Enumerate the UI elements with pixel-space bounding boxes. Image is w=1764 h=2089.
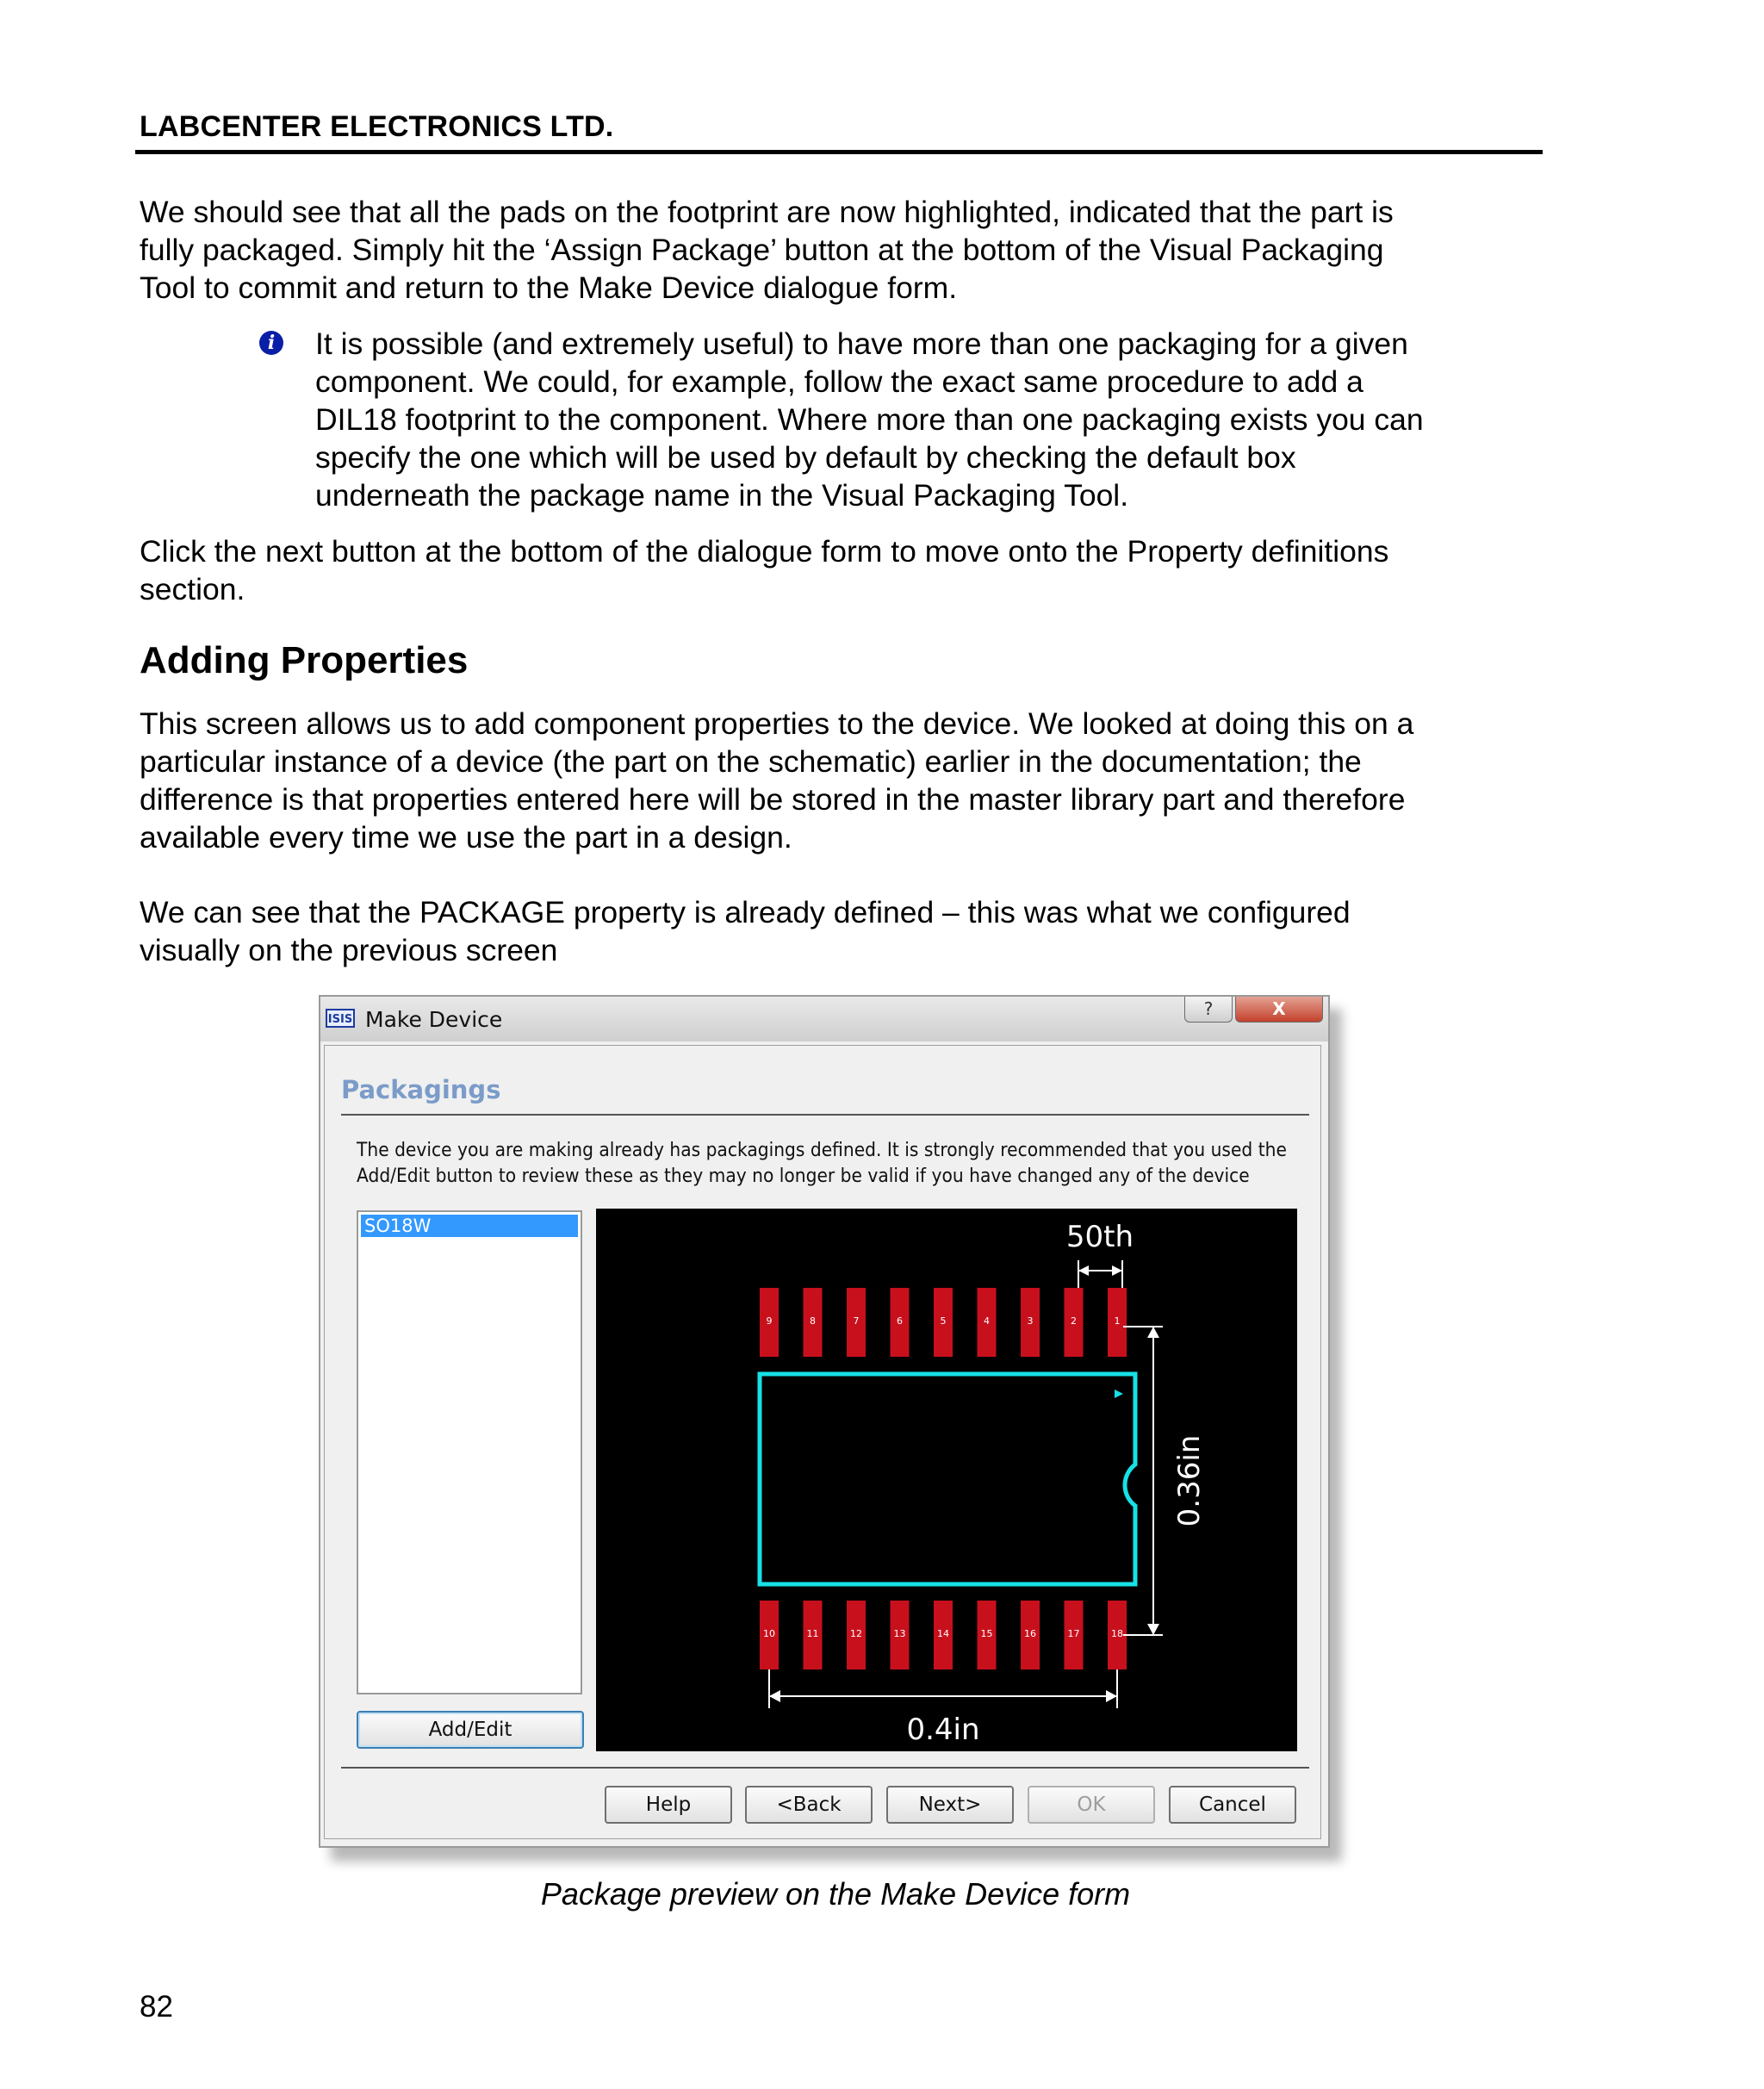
cancel-button[interactable]: Cancel — [1169, 1786, 1296, 1824]
top-pad-label: 5 — [940, 1315, 947, 1327]
packagings-description: The device you are making already has packagings defined. It is strongly recommended that you used the Add/Edit button to review these as they may no longer be valid if you have changed any of the device — [357, 1140, 1287, 1187]
top-pad-label: 4 — [984, 1315, 990, 1327]
bottom-pad-label: 16 — [1024, 1628, 1036, 1639]
next-button[interactable]: Next> — [886, 1786, 1014, 1824]
width-dimension-label: 0.4in — [906, 1713, 980, 1747]
package-preview — [596, 1209, 1297, 1751]
top-pad-label: 3 — [1027, 1315, 1034, 1327]
figure-caption: Package preview on the Make Device form — [540, 1876, 1131, 1912]
paragraph-click-next: Click the next button at the bottom of the dialogue form to move onto the Property definitions section. — [140, 534, 1389, 606]
top-pad-label: 1 — [1114, 1315, 1121, 1327]
header-rule — [135, 150, 1543, 154]
packaging-list[interactable] — [357, 1210, 582, 1694]
footer-rule — [341, 1767, 1309, 1769]
pitch-dimension-label: 50th — [1065, 1220, 1134, 1254]
make-device-dialog — [319, 995, 1330, 1848]
pin1-marker — [1115, 1390, 1123, 1398]
section-title: Adding Properties — [140, 639, 469, 681]
note-multiple-packagings: It is possible (and extremely useful) to have more than one packaging for a given component. We could, for example, follow the exact same procedure to add a DIL18 footprint to the component. Where more than one packaging exists you can specify the one which will be used by default by checking the default box underneath the package name in the Visual Packaging Tool. — [315, 326, 1424, 513]
height-arrow — [1147, 1624, 1159, 1635]
paragraph-pads-highlighted: We should see that all the pads on the footprint are now highlighted, indicated that the part is fully packaged. Simply hit the ‘Assign Package’ button at the bottom of the Visual Packaging Tool to commit and return to the Make Device dialogue form. — [140, 195, 1394, 305]
paragraph-properties-intro: This screen allows us to add component properties to the device. We looked at doing this on a particular instance of a device (the part on the schematic) earlier in the documentation; the difference is that properties entered here will be stored in the master library part and therefore available every time we use the part in a design. — [140, 706, 1414, 855]
pitch-arrow — [1078, 1265, 1089, 1276]
help-icon[interactable]: ? — [1184, 997, 1233, 1023]
info-icon: i — [259, 331, 283, 355]
close-icon[interactable]: X — [1235, 997, 1323, 1023]
pitch-arrow — [1112, 1265, 1122, 1276]
ok-button[interactable]: OK — [1028, 1786, 1155, 1824]
packagings-heading: Packagings — [341, 1075, 501, 1104]
help-button[interactable]: Help — [605, 1786, 732, 1824]
heading-rule — [341, 1114, 1309, 1116]
bottom-pad-label: 11 — [806, 1628, 819, 1639]
top-pad-label: 6 — [897, 1315, 903, 1327]
bottom-pad-label: 14 — [937, 1628, 949, 1639]
height-dimension-label: 0.36in — [1172, 1434, 1207, 1527]
top-pad-label: 2 — [1071, 1315, 1077, 1327]
add-edit-button[interactable]: Add/Edit — [357, 1711, 584, 1749]
top-pad-label: 9 — [766, 1315, 773, 1327]
footprint-drawing — [596, 1209, 1297, 1751]
running-header: LABCENTER ELECTRONICS LTD. — [140, 110, 614, 143]
bottom-pad-label: 10 — [763, 1628, 775, 1639]
dialog-title: Make Device — [365, 1007, 503, 1032]
bottom-pad-label: 17 — [1067, 1628, 1080, 1639]
bottom-pad-label: 15 — [980, 1628, 993, 1639]
bottom-pad-label: 12 — [850, 1628, 862, 1639]
bottom-pad-label: 18 — [1111, 1628, 1123, 1639]
top-pad-label: 7 — [853, 1315, 860, 1327]
back-button[interactable]: <Back — [745, 1786, 873, 1824]
component-outline — [760, 1374, 1135, 1584]
height-arrow — [1147, 1327, 1159, 1338]
width-arrow — [1106, 1690, 1117, 1702]
width-arrow — [769, 1690, 780, 1702]
isis-app-icon: ISIS — [326, 1009, 355, 1028]
top-pad-label: 8 — [810, 1315, 816, 1327]
packaging-list-item[interactable]: SO18W — [361, 1215, 578, 1237]
page-number: 82 — [140, 1990, 173, 2024]
paragraph-package-property: We can see that the PACKAGE property is already defined – this was what we configured visually on the previous screen — [140, 895, 1351, 967]
dialog-titlebar — [320, 997, 1328, 1041]
bottom-pad-label: 13 — [893, 1628, 906, 1639]
